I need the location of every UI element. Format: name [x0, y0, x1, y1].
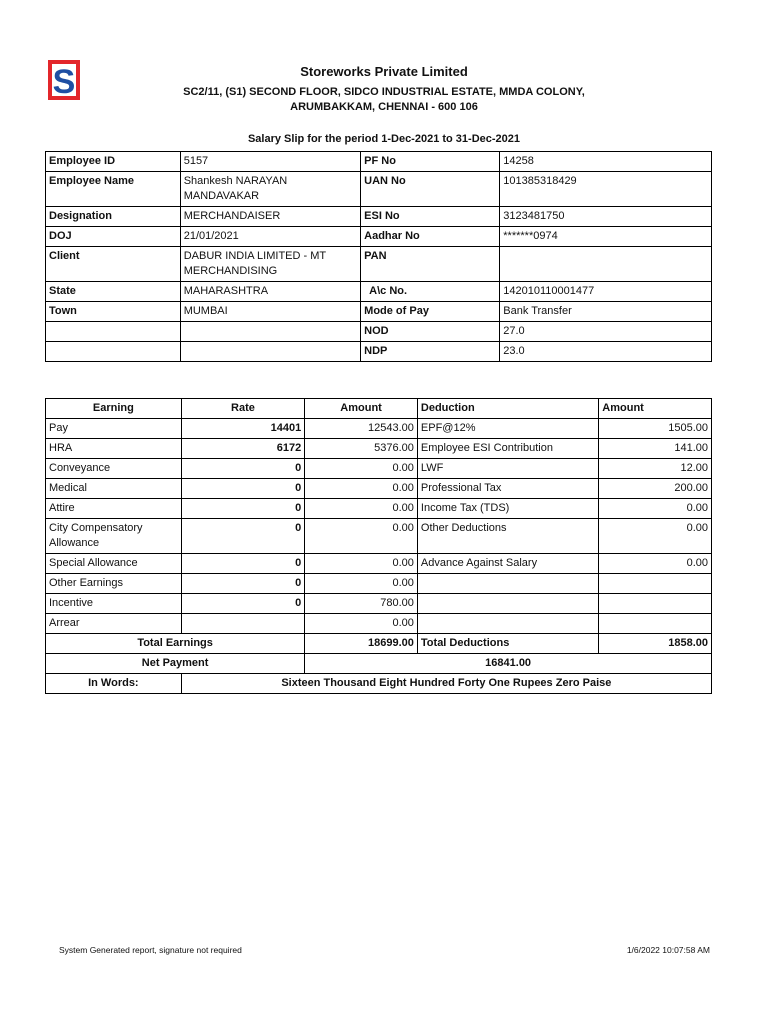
employee-info-row [46, 322, 712, 342]
field-value: 14258 [500, 152, 712, 172]
deduction-amount: 0.00 [599, 519, 712, 554]
employee-info-row [46, 247, 712, 282]
total-earnings-value: 18699.00 [305, 634, 418, 654]
field-label [46, 322, 181, 342]
deduction-amount [599, 614, 712, 634]
earning-rate: 0 [181, 479, 305, 499]
total-deductions-label: Total Deductions [417, 634, 598, 654]
employee-info-row [46, 172, 712, 207]
field-value: MUMBAI [180, 302, 360, 322]
field-label: A\c No. [361, 282, 500, 302]
field-value: 27.0 [500, 322, 712, 342]
deduction-amount: 141.00 [599, 439, 712, 459]
earning-amount: 12543.00 [305, 419, 418, 439]
pay-row [46, 419, 712, 439]
slip-title: Salary Slip for the period 1-Dec-2021 to 31-Dec-2021 [247, 133, 521, 145]
deduction-amount: 200.00 [599, 479, 712, 499]
earning-rate: 0 [181, 459, 305, 479]
field-value: MERCHANDAISER [180, 207, 360, 227]
field-label: Employee ID [46, 152, 181, 172]
field-value: Bank Transfer [500, 302, 712, 322]
field-label: Employee Name [46, 172, 181, 207]
pay-row [46, 574, 712, 594]
earning-name: Conveyance [46, 459, 182, 479]
field-value [180, 322, 360, 342]
in-words-label: In Words: [46, 674, 182, 694]
total-deductions-value: 1858.00 [599, 634, 712, 654]
earning-name: Other Earnings [46, 574, 182, 594]
company-address-line2: ARUMBAKKAM, CHENNAI - 600 106 [290, 101, 478, 113]
deduction-name: Professional Tax [417, 479, 598, 499]
company-name: Storeworks Private Limited [300, 64, 468, 79]
field-label: Aadhar No [361, 227, 500, 247]
field-value: 5157 [180, 152, 360, 172]
pay-row [46, 439, 712, 459]
earning-name: Attire [46, 499, 182, 519]
field-value: 3123481750 [500, 207, 712, 227]
footer-timestamp: 1/6/2022 10:07:58 AM [626, 945, 710, 955]
deduction-amount: 0.00 [599, 499, 712, 519]
deduction-amount-header: Amount [599, 399, 712, 419]
deduction-amount [599, 574, 712, 594]
deduction-name [417, 574, 598, 594]
deduction-amount: 12.00 [599, 459, 712, 479]
footer-note: System Generated report, signature not required [59, 945, 242, 955]
earning-rate: 0 [181, 574, 305, 594]
field-value: 101385318429 [500, 172, 712, 207]
pay-row [46, 499, 712, 519]
earning-name: Arrear [46, 614, 182, 634]
employee-info-table [45, 151, 712, 362]
pay-row [46, 479, 712, 499]
earning-name: City Compensatory Allowance [46, 519, 182, 554]
field-label: Town [46, 302, 181, 322]
field-label: PF No [361, 152, 500, 172]
field-label: NOD [361, 322, 500, 342]
employee-info-row [46, 302, 712, 322]
earning-amount-header: Amount [305, 399, 418, 419]
deduction-name: LWF [417, 459, 598, 479]
earning-name: Medical [46, 479, 182, 499]
pay-row [46, 614, 712, 634]
field-label: DOJ [46, 227, 181, 247]
in-words-value: Sixteen Thousand Eight Hundred Forty One Rupees Zero Paise [181, 674, 711, 694]
earning-amount: 780.00 [305, 594, 418, 614]
pay-row [46, 594, 712, 614]
earning-rate [181, 614, 305, 634]
deduction-name: Employee ESI Contribution [417, 439, 598, 459]
deduction-name: Income Tax (TDS) [417, 499, 598, 519]
field-label: Client [46, 247, 181, 282]
employee-info-row [46, 342, 712, 362]
deduction-header: Deduction [417, 399, 598, 419]
earning-name: Special Allowance [46, 554, 182, 574]
earning-rate: 0 [181, 594, 305, 614]
earning-amount: 5376.00 [305, 439, 418, 459]
earning-rate: 6172 [181, 439, 305, 459]
deduction-name [417, 614, 598, 634]
net-payment-value: 16841.00 [305, 654, 712, 674]
deduction-name: EPF@12% [417, 419, 598, 439]
deduction-name: Advance Against Salary [417, 554, 598, 574]
earning-name: Pay [46, 419, 182, 439]
field-value [180, 342, 360, 362]
rate-header: Rate [181, 399, 305, 419]
field-value: DABUR INDIA LIMITED - MT MERCHANDISING [180, 247, 360, 282]
deduction-amount [599, 594, 712, 614]
field-label: ESI No [361, 207, 500, 227]
logo-letter: S [52, 63, 76, 101]
earning-name: Incentive [46, 594, 182, 614]
field-value [500, 247, 712, 282]
field-label: Mode of Pay [361, 302, 500, 322]
earning-amount: 0.00 [305, 554, 418, 574]
field-value: 23.0 [500, 342, 712, 362]
deduction-name: Other Deductions [417, 519, 598, 554]
company-address-line1: SC2/11, (S1) SECOND FLOOR, SIDCO INDUSTRIAL ESTATE, MMDA COLONY, [183, 86, 585, 98]
field-label: NDP [361, 342, 500, 362]
deduction-amount: 1505.00 [599, 419, 712, 439]
field-value: Shankesh NARAYAN MANDAVAKAR [180, 172, 360, 207]
total-earnings-label: Total Earnings [46, 634, 305, 654]
in-words-row [46, 674, 712, 694]
earning-amount: 0.00 [305, 519, 418, 554]
earning-rate: 0 [181, 554, 305, 574]
earning-amount: 0.00 [305, 479, 418, 499]
pay-row [46, 554, 712, 574]
earning-rate: 14401 [181, 419, 305, 439]
pay-row [46, 459, 712, 479]
employee-info-row [46, 227, 712, 247]
field-value: 21/01/2021 [180, 227, 360, 247]
earning-amount: 0.00 [305, 574, 418, 594]
pay-header-row [46, 399, 712, 419]
earning-header: Earning [46, 399, 182, 419]
earning-rate: 0 [181, 499, 305, 519]
field-label: Designation [46, 207, 181, 227]
field-value: *******0974 [500, 227, 712, 247]
deduction-amount: 0.00 [599, 554, 712, 574]
earning-name: HRA [46, 439, 182, 459]
field-label: State [46, 282, 181, 302]
field-label: PAN [361, 247, 500, 282]
employee-info-row [46, 152, 712, 172]
net-payment-row [46, 654, 712, 674]
field-value: 142010110001477 [500, 282, 712, 302]
earning-amount: 0.00 [305, 614, 418, 634]
earning-amount: 0.00 [305, 459, 418, 479]
net-payment-label: Net Payment [46, 654, 305, 674]
employee-info-row [46, 207, 712, 227]
field-label: UAN No [361, 172, 500, 207]
earnings-deductions-table [45, 398, 712, 694]
earning-amount: 0.00 [305, 499, 418, 519]
field-label [46, 342, 181, 362]
deduction-name [417, 594, 598, 614]
earning-rate: 0 [181, 519, 305, 554]
employee-info-row [46, 282, 712, 302]
field-value: MAHARASHTRA [180, 282, 360, 302]
pay-row [46, 519, 712, 554]
totals-row [46, 634, 712, 654]
